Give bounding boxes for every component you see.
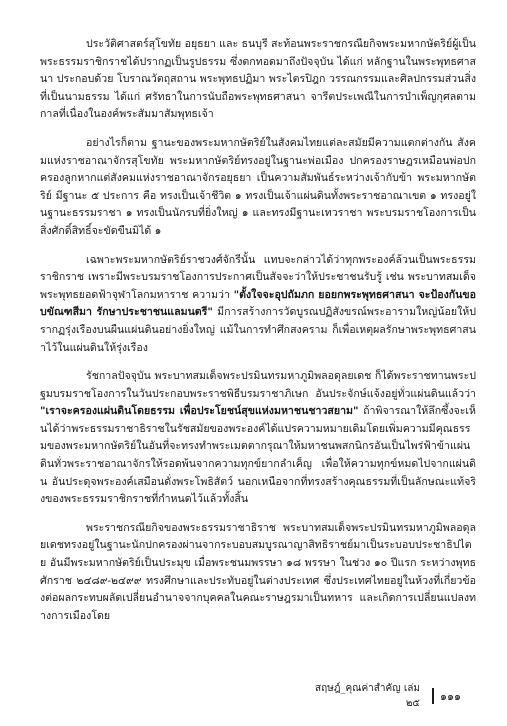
paragraph-text: มีการสร้างการวัดบูรณปฏิสังขรณ์พระอารามใหญ่น้อยให้ปรากฏรุ่งเรืองบนผืนแผ่นดินอย่างยิ่งใหญ่ แม้ในการทำศึกสงคราม ก็เพื่อเหตุผลรักษาพระพุทธศาสนาไว้ในแผ่นดินให้รุ่งเรือง	[40, 306, 476, 354]
paragraph-3	[40, 252, 476, 358]
paragraph-1	[40, 36, 476, 124]
paragraph-text: อย่างไรก็ตาม ฐานะของพระมหากษัตริย์ในสังคมไทยแต่ละสมัยมีความแตกต่างกัน สังคมแห่งราชอาณาจักรสุโขทัย พระมหากษัตริย์ทรงอยู่ในฐานะพ่อเมือง ปกครองราษฎรเหมือนพ่อปกครองลูกหากแต่สังคมแห่งราชอาณาจักรอยุธยา เป็นความสัมพันธ์ระหว่างเจ้ากับข้า พระมหากษัตริย์ มีฐานะ ๕ ประการ คือ ทรงเป็นเจ้าชีวิต ๑ ทรงเป็นเจ้าแผ่นดินทั้งพระราชอาณาเขต ๑ ทรงอยู่ในฐานะธรรมราชา ๑ ทรงเป็นนักรบที่ยิ่งใหญ่ ๑ และทรงมีฐานะเทวราชา พระบรมราชโองการเป็นสิ่งศักดิ์สิทธิ์จะขัดขืนมิได้ ๑	[40, 136, 476, 237]
paragraph-4	[40, 368, 476, 509]
paragraph-text: รัชกาลปัจจุบัน พระบาทสมเด็จพระปรมินทรมหาภูมิพลอดุลยเดช ก็ได้พระราชทานพระปฐมบรมราชโองการในวันประกอบพระราชพิธีบรมราชาภิเษก อันประจักษ์แจ้งอยู่ทั่วแผ่นดินแล้วว่า	[40, 370, 476, 400]
quoted-royal-vow: "เราจะครองแผ่นดินโดยธรรม เพื่อประโยชน์สุขแห่งมหาชนชาวสยาม"	[40, 405, 359, 418]
quoted-royal-vow: "ตั้งใจจะอุปถัมภก ยอยกพระพุทธศาสนา จะป้องกันขอบขัณฑสีมา รักษาประชาชนแลมนตรี"	[40, 288, 476, 319]
paragraph-text: ถ้าพิจารณาให้ลึกซึ้งจะเห็นได้ว่าพระธรรมราชาธิราชในรัชสมัยของพระองค์ได้แปรความหมายเดิมโดยเพิ่มความมีคุณธรรมของพระมหากษัตริย์ในอันที่จะทรงทำพระเมตตากรุณาให้มหาชนพสกนิกรอันเป็นไพร่ฟ้าข้าแผ่นดินทั่วพระราชอาณาจักรให้รอดพ้นจากความทุกข์ยากลำเค็ญ เพื่อให้ความทุกข์หมดไปจากแผ่นดิน อันประดุจพระองค์เสมือนดั่งพระโพธิสัตว์ นอกเหนือจากที่ทรงสร้างคุณธรรมที่เป็นลักษณะแท้จริงของพระธรรมราชิกราชที่กำหนดไว้แล้วทั้งสิ้น	[40, 405, 476, 506]
paragraph-text: พระราชกรณียกิจของพระธรรมราชาธิราช พระบาทสมเด็จพระปรมินทรมหาภูมิพลอดุลยเดชทรงอยู่ในฐานะนักปกครองผ่านจากระบอบสมบูรณาญาสิทธิราชย์มาเป็นระบอบประชาธิปไตย อันมีพระมหากษัตริย์เป็นประมุข เมื่อพระชนมพรรษา ๑๘ พรรษา ในช่วง ๑๐ ปีแรก ระหว่างพุทธศักราช ๒๔๘๙-๒๔๙๙ ทรงศึกษาและประทับอยู่ในต่างประเทศ ซึ่งประเทศไทยอยู่ในห้วงที่เกี่ยวข้องต่อผลกระทบผลัดเปลี่ยนอำนาจจากบุคคลในคณะราษฎรมาเป็นทหาร และเกิดการเปลี่ยนแปลงทางการเมืองโดย	[40, 521, 476, 622]
document-body	[40, 36, 476, 636]
footer-title: สฤษฎ์_คุณค่าสำคัญ เล่ม ๒๕	[315, 683, 420, 709]
page-number: ๑๑๑	[440, 690, 461, 703]
page-footer	[300, 683, 490, 709]
paragraph-text: ประวัติศาสตร์สุโขทัย อยุธยา และ ธนบุรี สะท้อนพระราชกรณียกิจพระมหากษัตริย์ผู้เป็นพระธรรมราชิกราชได้ปรากฏเป็นรูปธรรม ซึ่งตกทอดมาถึงปัจจุบัน ได้แก่ หลักฐานในพระพุทธศาสนา ประกอบด้วย โบราณวัตถุสถาน พระพุทธปฏิมา พระไตรปิฎก วรรณกรรมและศิลปกรรมส่วนสิ่งที่เป็นนามธรรม ได้แก่ ศรัทธาในการนับถือพระพุทธศาสนา จารีตประเพณีในการบำเพ็ญกุศลตามกาลที่เนื่องในองค์พระสัมมาสัมพุทธเจ้า	[40, 38, 476, 121]
paragraph-2	[40, 135, 476, 241]
paragraph-text: เฉพาะพระมหากษัตริย์ราชวงศ์จักรีนั้น แทบจะกล่าวได้ว่าทุกพระองค์ล้วนเป็นพระธรรมราชิกราช เพราะมีพระบรมราชโองการประกาศเป็นสัจจะว่าให้ประชาชนรับรู้ เช่น พระบาทสมเด็จพระพุทธยอดฟ้าจุฬาโลกมหาราช ความว่า	[40, 253, 476, 301]
paragraph-5	[40, 520, 476, 626]
footer-divider	[432, 688, 434, 704]
